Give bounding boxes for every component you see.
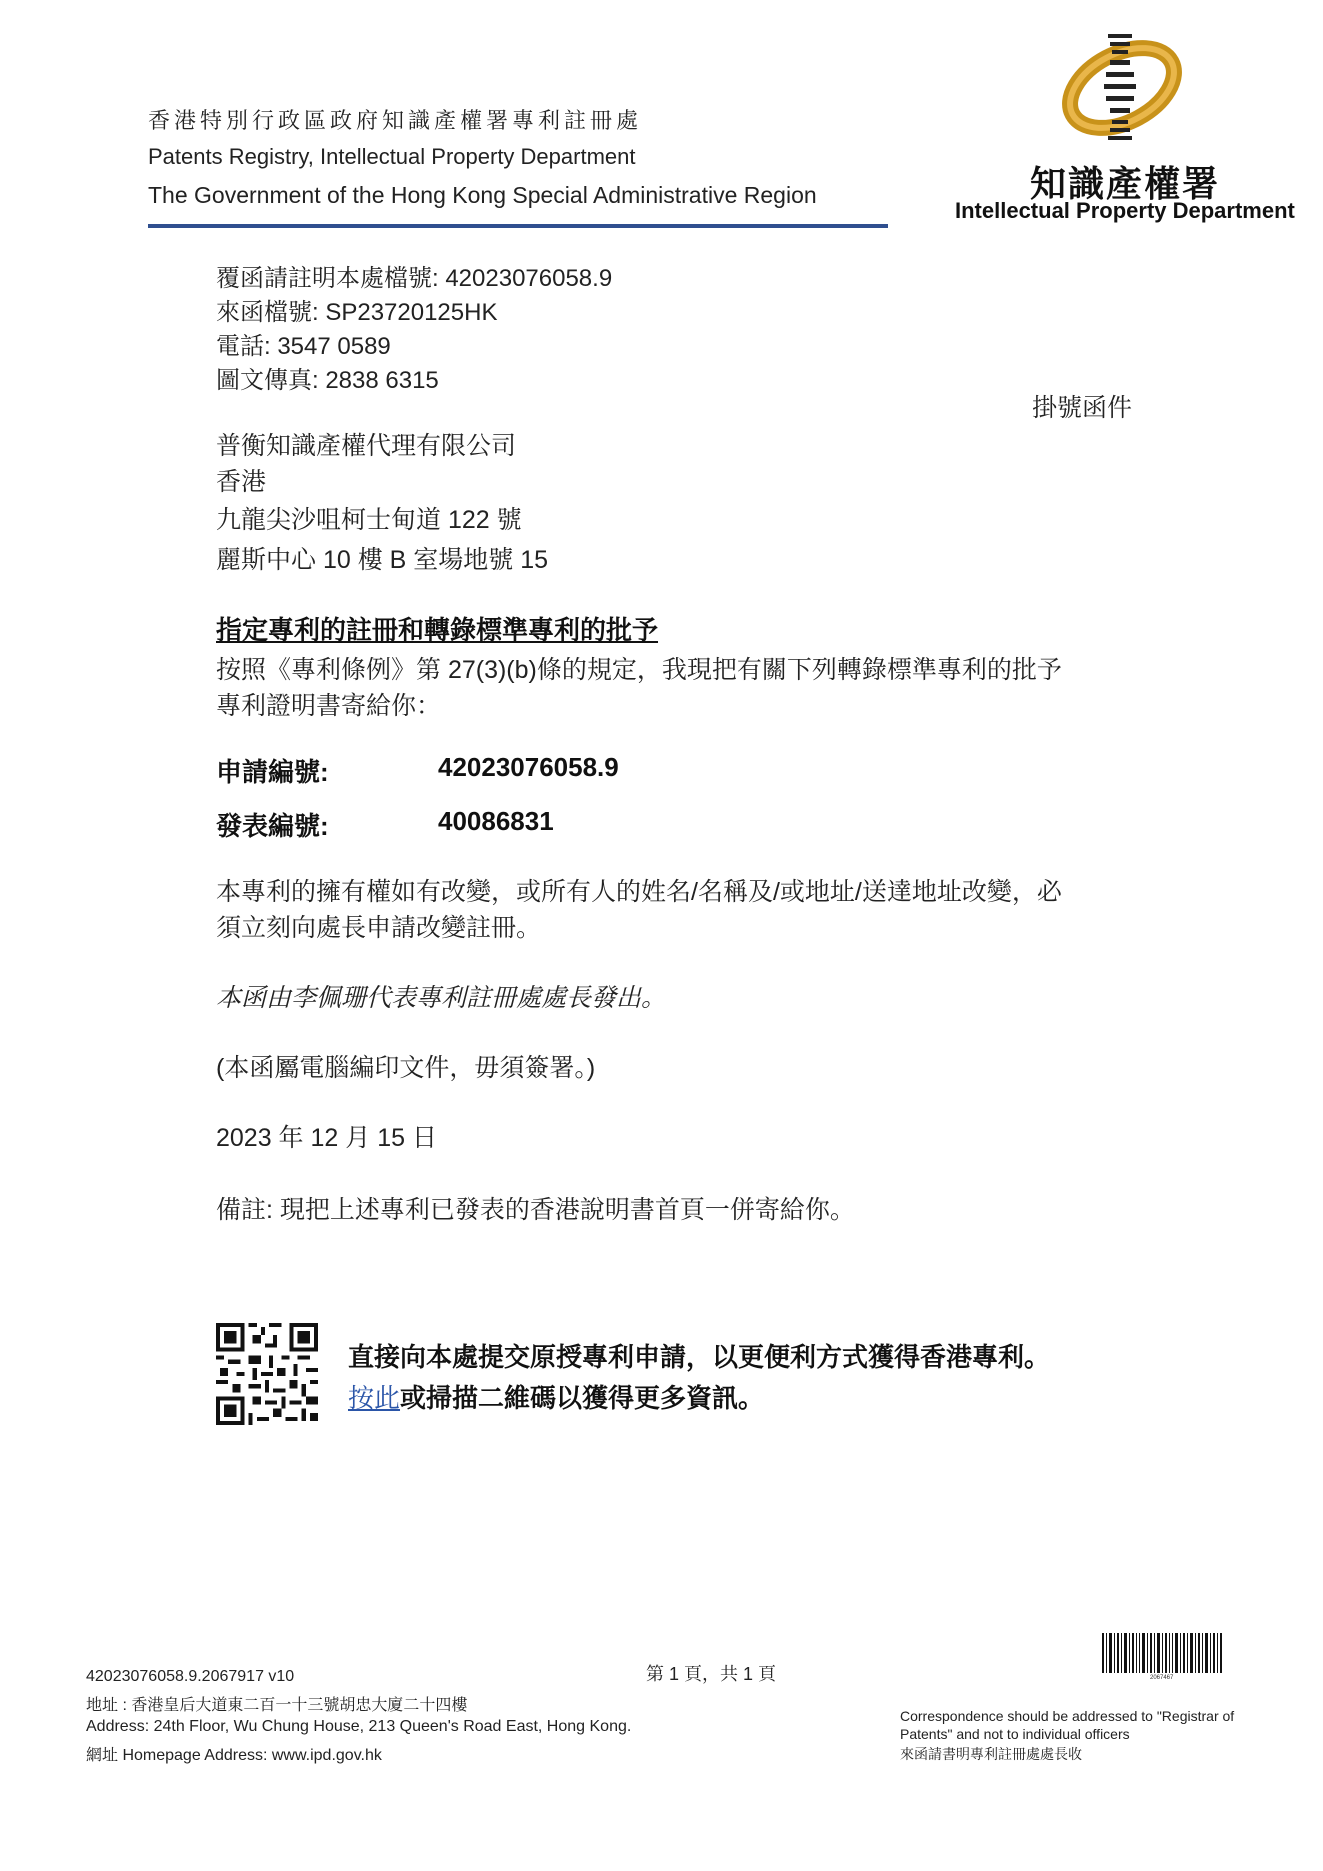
application-number-label: 申請編號: <box>216 757 329 787</box>
header-english-line1: Patents Registry, Intellectual Property Department <box>148 144 636 169</box>
body-para1-line1: 按照《專利條例》第 27(3)(b)條的規定，我現把有關下列轉錄標準專利的批予 <box>216 656 1062 684</box>
letter-date: 2023 年 12 月 15 日 <box>216 1124 437 1152</box>
header-chinese-title: 香港特別行政區政府知識產權署專利註冊處 <box>148 108 643 133</box>
footer-address-english: Address: 24th Floor, Wu Chung House, 213 Queen's Road East, Hong Kong. <box>86 1718 632 1735</box>
header-english-line2: The Government of the Hong Kong Special Administrative Region <box>148 182 817 208</box>
telephone: 電話: 3547 0589 <box>216 333 391 360</box>
barcode-number: 2067467 <box>1150 1675 1174 1681</box>
body-para2-line1: 本專利的擁有權如有改變，或所有人的姓名/名稱及/或地址/送達地址改變，必 <box>216 878 1062 906</box>
correspondence-line1: Correspondence should be addressed to "Registrar of <box>900 1708 1235 1724</box>
barcode-icon <box>1102 1633 1222 1673</box>
recipient-line1: 普衡知識產權代理有限公司 <box>216 432 517 460</box>
recipient-line4: 麗斯中心 10 樓 B 室場地號 15 <box>216 546 549 574</box>
letter-subject: 指定專利的註冊和轉錄標準專利的批予 <box>216 615 659 645</box>
fax: 圖文傳真: 2838 6315 <box>216 367 439 394</box>
click-here-link[interactable]: 按此 <box>348 1383 401 1413</box>
registered-mail-label: 掛號函件 <box>1032 394 1133 422</box>
footer-document-id: 42023076058.9.2067917 v10 <box>86 1668 295 1685</box>
ipd-logo-ring-icon <box>1050 30 1190 145</box>
header-divider <box>148 224 888 228</box>
your-reference: 來函檔號: SP23720125HK <box>216 299 498 326</box>
publication-number-label: 發表編號: <box>216 811 329 841</box>
body-para2-line2: 須立刻向處長申請改變註冊。 <box>216 914 542 942</box>
remark: 備註: 現把上述專利已發表的香港說明書首頁一併寄給你。 <box>216 1196 855 1224</box>
body-para1-line2: 專利證明書寄給你： <box>216 692 442 720</box>
promo-line2-text: 或掃描二維碼以獲得更多資訊。 <box>400 1383 765 1413</box>
footer-address-chinese: 地址 : 香港皇后大道東二百一十三號胡忠大廈二十四樓 <box>86 1697 468 1714</box>
footer-homepage: 網址 Homepage Address: www.ipd.gov.hk <box>86 1747 382 1764</box>
logo-english-name: Intellectual Property Department <box>955 198 1295 223</box>
correspondence-line2: Patents" and not to individual officers <box>900 1726 1130 1742</box>
logo-chinese-name: 知識產權署 <box>1030 163 1221 204</box>
recipient-line3: 九龍尖沙咀柯士甸道 122 號 <box>216 506 522 534</box>
promo-line1: 直接向本處提交原授專利申請，以更便利方式獲得香港專利。 <box>348 1342 1051 1372</box>
computer-generated-note: (本函屬電腦編印文件，毋須簽署。) <box>216 1054 596 1082</box>
issued-by-statement: 本函由李佩珊代表專利註冊處處長發出。 <box>216 984 667 1012</box>
correspondence-line3: 來函請書明專利註冊處處長收 <box>900 1746 1082 1762</box>
our-reference: 覆函請註明本處檔號: 42023076058.9 <box>216 265 613 292</box>
promo-line2 <box>348 1378 764 1415</box>
page-number: 第 1 頁，共 1 頁 <box>646 1664 777 1684</box>
publication-number-value: 40086831 <box>438 806 554 836</box>
qr-code-icon[interactable] <box>216 1323 318 1425</box>
application-number-value: 42023076058.9 <box>438 752 619 782</box>
recipient-line2: 香港 <box>216 468 267 496</box>
